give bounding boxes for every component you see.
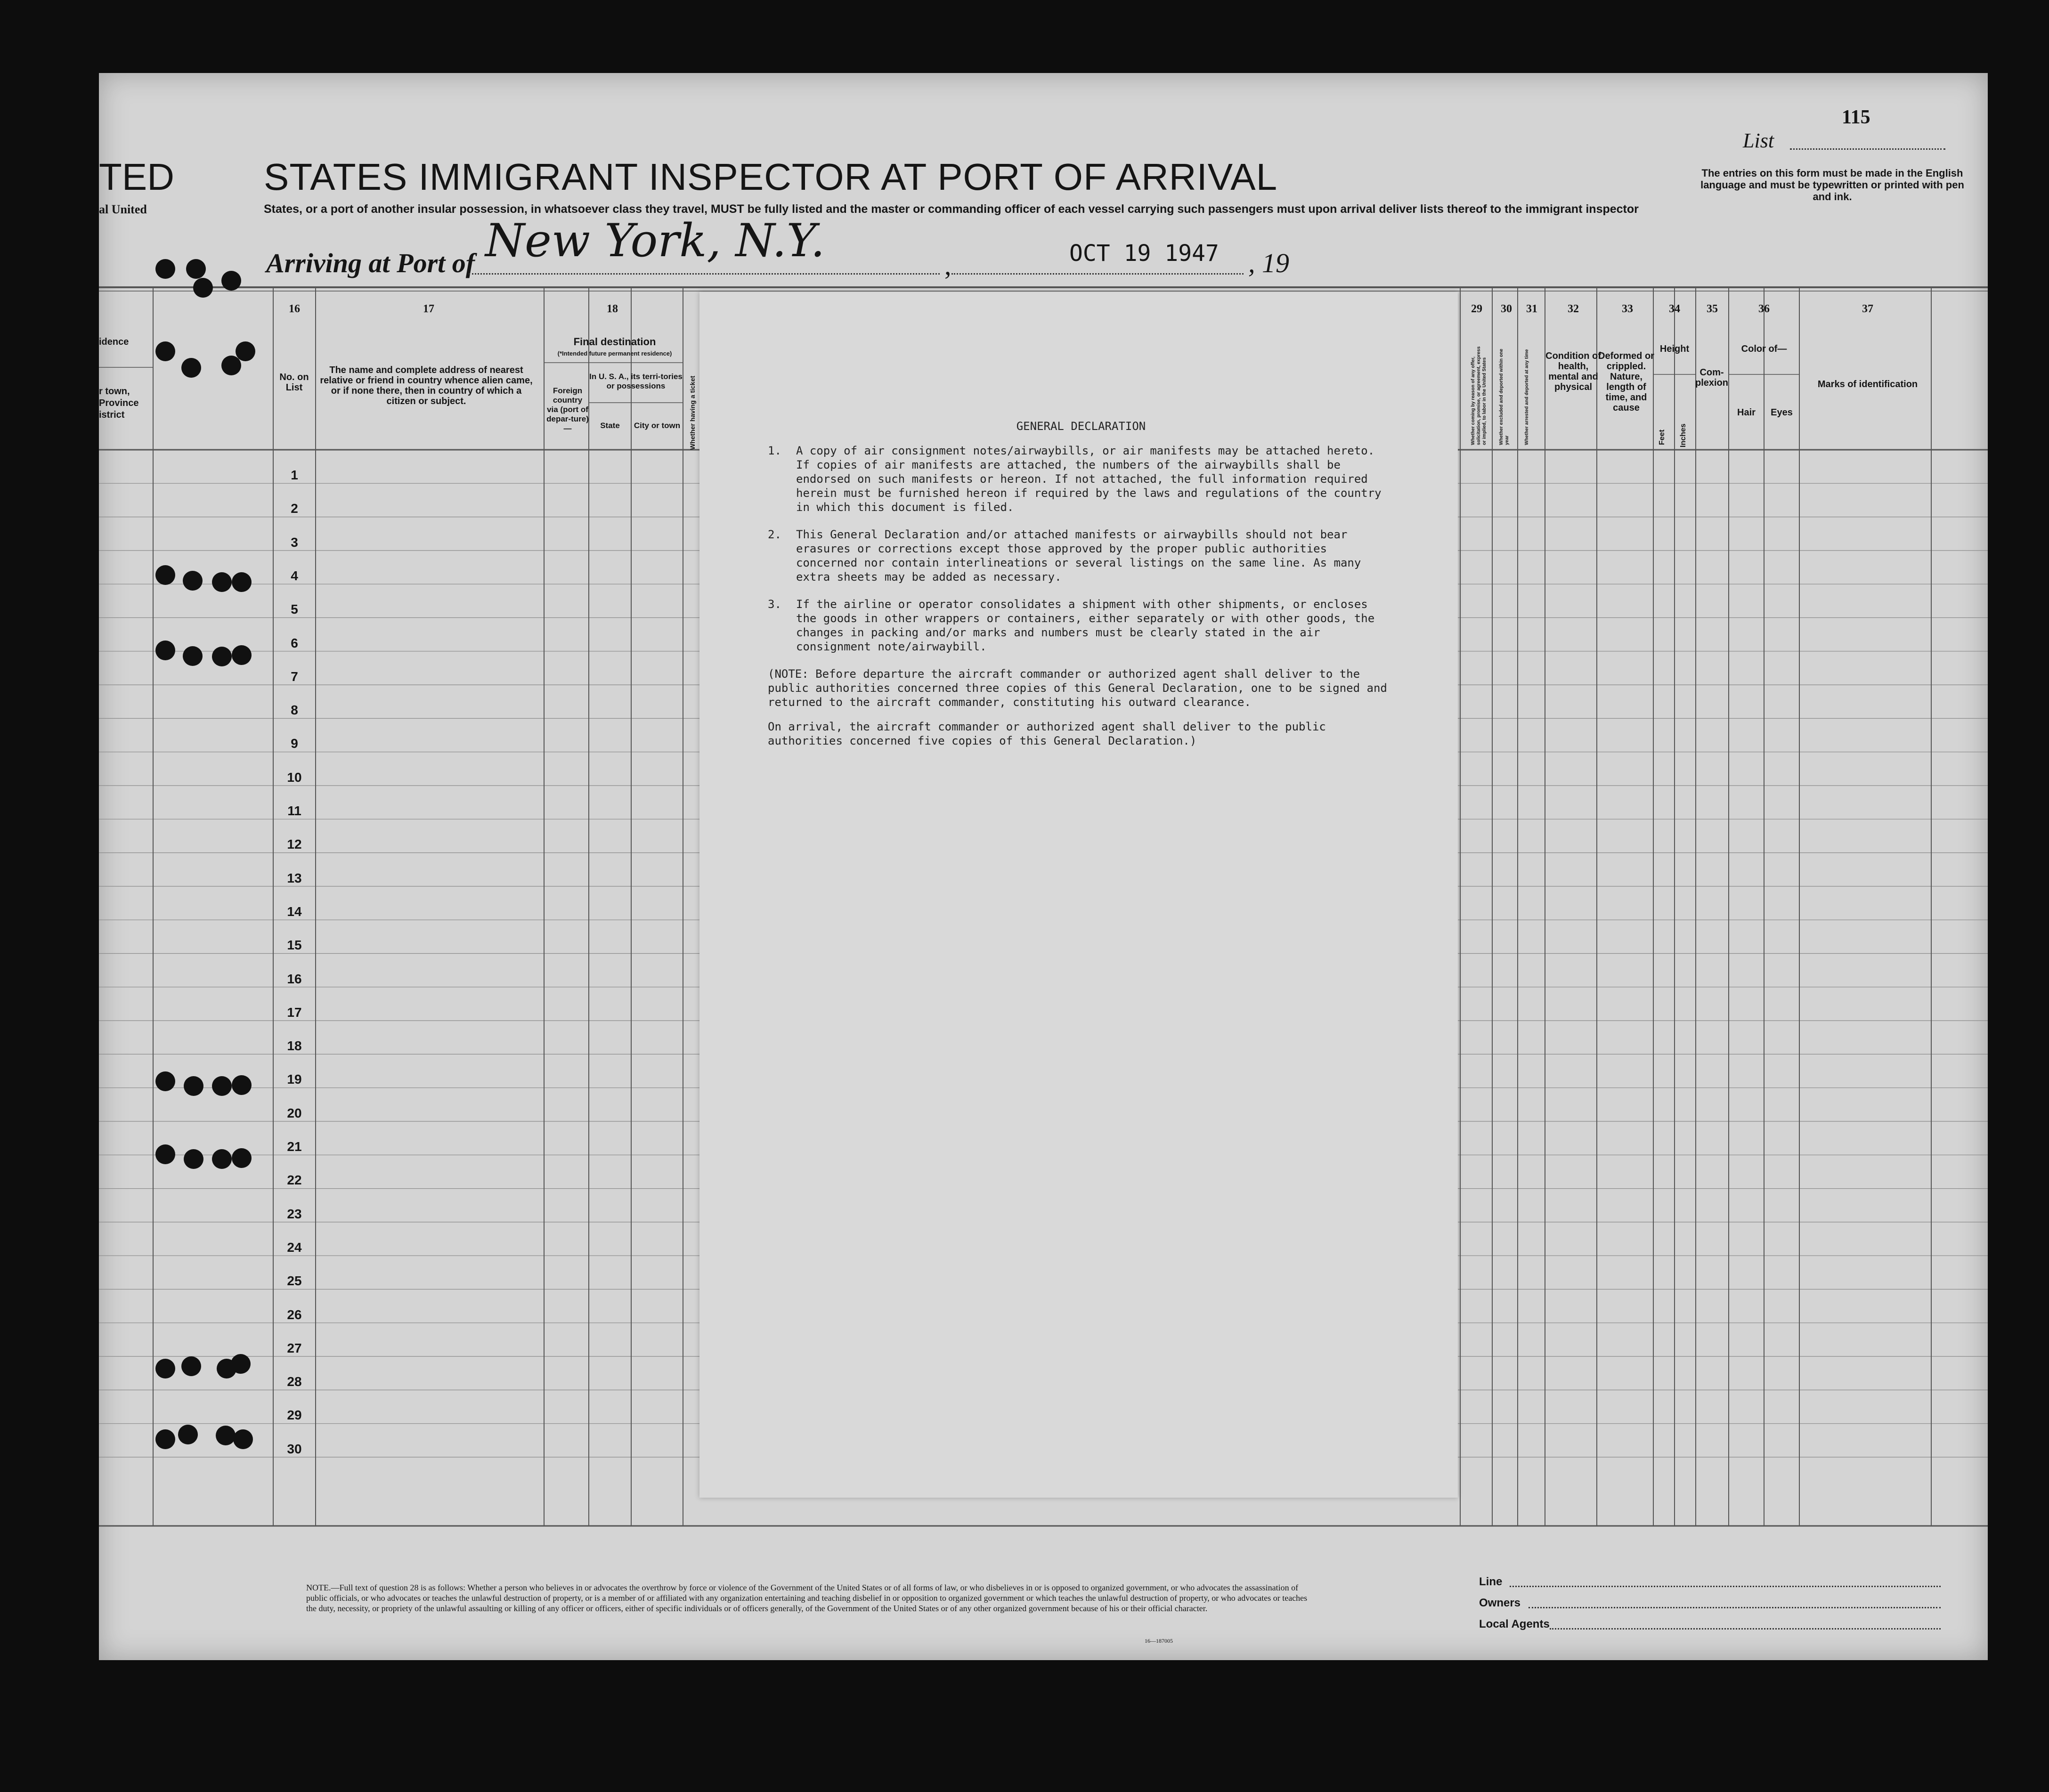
row-number: 9 — [291, 736, 298, 751]
row-number: 20 — [287, 1105, 302, 1120]
col-29-header: Whether coming by reason of any offer, solicitation, promise, or agreement, express or implied, to labor in the United States — [1471, 346, 1487, 445]
declaration-item — [768, 527, 1394, 584]
punched-hole — [193, 278, 213, 298]
row-number: 4 — [291, 568, 298, 583]
row-number: 8 — [291, 703, 298, 718]
punched-hole — [155, 1359, 175, 1378]
col-18-header: Final destination — [573, 336, 656, 348]
header-left-fragment-2: al United — [99, 203, 147, 216]
col-18-state: State — [600, 421, 620, 430]
col-34-header: Height — [1659, 344, 1690, 354]
col-37-header: Marks of identification — [1817, 379, 1918, 389]
punched-hole — [221, 356, 241, 375]
declaration-title: GENERAL DECLARATION — [1016, 420, 1146, 433]
local-agents-field — [1550, 1628, 1941, 1630]
punched-hole — [212, 572, 232, 592]
punched-hole — [232, 572, 252, 592]
left-col-fragment-3: Province — [99, 398, 139, 408]
entries-instruction: The entries on this form must be made in the English language and must be typewritten or printed with pen and ink. — [1700, 167, 1964, 203]
declaration-item — [768, 444, 1394, 514]
local-agents-label: Local Agents — [1479, 1618, 1550, 1630]
punched-hole — [155, 1071, 175, 1091]
col-33-number: 33 — [1622, 303, 1633, 315]
punched-hole — [183, 646, 203, 666]
page-number: 115 — [1842, 106, 1870, 128]
row-number: 17 — [287, 1005, 302, 1020]
col-31-header: Whether arrested and deported at any time — [1524, 349, 1529, 445]
col-33-header: Deformed or crippled. Nature, length of time, and cause — [1598, 351, 1654, 413]
manifest-page — [99, 73, 1988, 1660]
col-18-subheader: (*Intended future permanent residence) — [557, 350, 672, 357]
punched-hole — [184, 1149, 203, 1169]
col-34-inches: Inches — [1679, 423, 1687, 447]
row-number: 21 — [287, 1139, 302, 1154]
col-18-foreign: Foreign country via (port of depar-ture)— — [546, 386, 589, 433]
row-number: 10 — [287, 770, 302, 785]
question-28-footnote: NOTE.—Full text of question 28 is as follows: Whether a person who believes in or advocates the overthrow by force or violence of the Government of the United States or of all forms of law, or who disbelieves in or is opposed to organized government, or who advocates the assassination of public officials, or who advocates or teaches the unlawful destruction of property, or is a member of or affiliated with any organization entertaining and teaching disbelief in or opposition to organized government or which teaches the unlawful destruction of property, or who advocates or teaches the duty, necessity, or propriety of the unlawful assaulting or killing of any officer or officers, either of specific individuals or of officers generally, of the Government of the United States or of any other organized government because of his or their official character. — [306, 1583, 1308, 1613]
punched-hole — [155, 1429, 175, 1449]
left-col-fragment-1: idence — [99, 337, 129, 347]
row-number: 29 — [287, 1408, 302, 1423]
punched-hole — [155, 565, 175, 585]
punched-hole — [233, 1429, 253, 1449]
col-16-header: No. on List — [279, 372, 309, 393]
row-number: 22 — [287, 1173, 302, 1188]
col-32-header: Condition of health, mental and physical — [1545, 351, 1601, 392]
punched-hole — [181, 358, 201, 378]
row-number: 1 — [291, 468, 298, 482]
col-17-number: 17 — [423, 303, 434, 315]
arrival-port-line — [469, 273, 940, 275]
list-label: List — [1743, 129, 1774, 152]
col-29-number: 29 — [1471, 303, 1482, 315]
row-number: 7 — [291, 669, 298, 684]
row-number: 2 — [291, 501, 298, 516]
row-number: 5 — [291, 602, 298, 617]
col-18-city: City or town — [634, 421, 681, 430]
col-36-number: 36 — [1758, 303, 1770, 315]
page-title: STATES IMMIGRANT INSPECTOR AT PORT OF ARRIVAL — [264, 156, 1278, 198]
punched-hole — [186, 259, 206, 279]
declaration-item-text: This General Declaration and/or attached manifests or airwaybills should not bear erasures or corrections except those approved by the proper public authorities concerned nor contain interlineations or several listings on the same line. As many extra sheets may be added as necessary. — [796, 528, 1361, 584]
arrival-port-label: Arriving at Port of — [266, 248, 475, 278]
row-number: 18 — [287, 1038, 302, 1054]
punched-hole — [232, 1075, 252, 1095]
general-declaration-text — [768, 419, 1394, 758]
col-36-hair: Hair — [1737, 407, 1756, 418]
declaration-note-arrival: On arrival, the aircraft commander or authorized agent shall deliver to the public authorities concerned five copies of this General Declaration.) — [768, 720, 1326, 747]
punched-hole — [155, 1144, 175, 1164]
left-col-fragment-4: istrict — [99, 410, 125, 420]
declaration-item-number: 2. — [768, 528, 781, 541]
col-37-number: 37 — [1862, 303, 1873, 315]
col-19-fragment: Whether having a ticket — [689, 375, 696, 450]
row-number: 26 — [287, 1307, 302, 1322]
declaration-note-departure: (NOTE: Before departure the aircraft commander or authorized agent shall deliver to the public authorities concerned three copies of this General Declaration, one to be signed and returned to the aircraft commander, constituting his outward clearance. — [768, 667, 1387, 709]
owners-label: Owners — [1479, 1597, 1521, 1609]
row-number: 14 — [287, 904, 302, 919]
col-35-number: 35 — [1707, 303, 1718, 315]
row-number: 27 — [287, 1340, 302, 1355]
year-prefix: , 19 — [1248, 248, 1289, 278]
declaration-item-number: 3. — [768, 598, 781, 611]
punched-hole — [232, 1148, 252, 1168]
col-34-feet: Feet — [1658, 430, 1666, 445]
line-field — [1510, 1586, 1941, 1587]
page-subtitle: States, or a port of another insular possession, in whatsoever class they travel, MUST be fully listed and the master or commanding officer of each vessel carrying such passengers must upon arrival deliver lists thereof to the immigrant inspector — [264, 203, 1639, 216]
row-number: 23 — [287, 1206, 302, 1221]
col-18-usa: In U. S. A., its terri-tories or possessions — [589, 372, 683, 390]
col-36-eyes: Eyes — [1771, 407, 1793, 418]
punched-hole — [232, 645, 252, 665]
form-code: 16—187005 — [1145, 1638, 1173, 1644]
header-left-fragment: TED — [99, 156, 174, 198]
col-31-number: 31 — [1526, 303, 1537, 315]
punched-hole — [183, 571, 203, 591]
punched-hole — [212, 647, 232, 666]
punched-hole — [212, 1076, 232, 1096]
punched-hole — [155, 341, 175, 361]
declaration-item-text: If the airline or operator consolidates a shipment with other shipments, or encloses the goods in other wrappers or containers, either separately or with other goods, the changes in packing and/or marks and numbers must be clearly stated in the air consignment note/airwaybill. — [796, 598, 1375, 653]
arrival-date-line — [951, 273, 1244, 275]
punched-hole — [184, 1076, 203, 1096]
row-number: 15 — [287, 938, 302, 953]
punched-hole — [221, 271, 241, 291]
arrival-date-stamp: OCT 19 1947 — [1069, 240, 1219, 267]
declaration-item — [768, 597, 1394, 654]
col-30-number: 30 — [1501, 303, 1512, 315]
col-32-number: 32 — [1568, 303, 1579, 315]
general-declaration-sheet — [699, 292, 1458, 1498]
col-35-header: Com-plexion — [1695, 367, 1728, 388]
row-number: 12 — [287, 837, 302, 852]
declaration-item-text: A copy of air consignment notes/airwaybills, or air manifests may be attached hereto. If copies of air manifests are attached, the numbers of the airwaybills shall be endorsed on such manifests or hereon. If not attached, the full information required herein must be furnished hereon if required by the laws and regulations of the country in which this document is filed. — [796, 444, 1382, 514]
row-number: 30 — [287, 1441, 302, 1456]
col-16-number: 16 — [289, 303, 300, 315]
punched-hole — [217, 1359, 236, 1378]
row-number: 11 — [287, 803, 301, 818]
row-number: 24 — [287, 1240, 302, 1255]
list-number-line — [1790, 148, 1945, 150]
col-34-number: 34 — [1669, 303, 1680, 315]
row-number: 28 — [287, 1374, 302, 1389]
row-number: 6 — [291, 635, 298, 650]
col-30-header: Whether excluded and deported within one year — [1499, 349, 1510, 445]
line-label: Line — [1479, 1575, 1503, 1588]
punched-hole — [155, 259, 175, 279]
punched-hole — [212, 1149, 232, 1169]
punched-hole — [155, 641, 175, 660]
col-17-header: The name and complete address of nearest relative or friend in country whence alien came, or if none there, then in country of which a citizen or subject. — [320, 365, 533, 406]
row-number: 13 — [287, 870, 302, 885]
punched-hole — [216, 1426, 236, 1445]
year-prefix-text: 19 — [1262, 248, 1289, 278]
punched-hole — [181, 1356, 201, 1376]
col-36-header: Color of— — [1741, 344, 1787, 354]
row-number: 3 — [291, 535, 298, 550]
comma-separator: , — [944, 250, 951, 281]
declaration-item-number: 1. — [768, 444, 781, 457]
col-18-number: 18 — [607, 303, 618, 315]
punched-hole — [178, 1425, 198, 1444]
row-number: 19 — [287, 1072, 302, 1087]
row-number: 16 — [287, 971, 302, 986]
row-number: 25 — [287, 1273, 302, 1289]
arrival-port-handwritten: New York, N.Y. — [485, 214, 825, 267]
owners-field — [1529, 1607, 1941, 1608]
left-col-fragment-2: r town, — [99, 386, 130, 397]
